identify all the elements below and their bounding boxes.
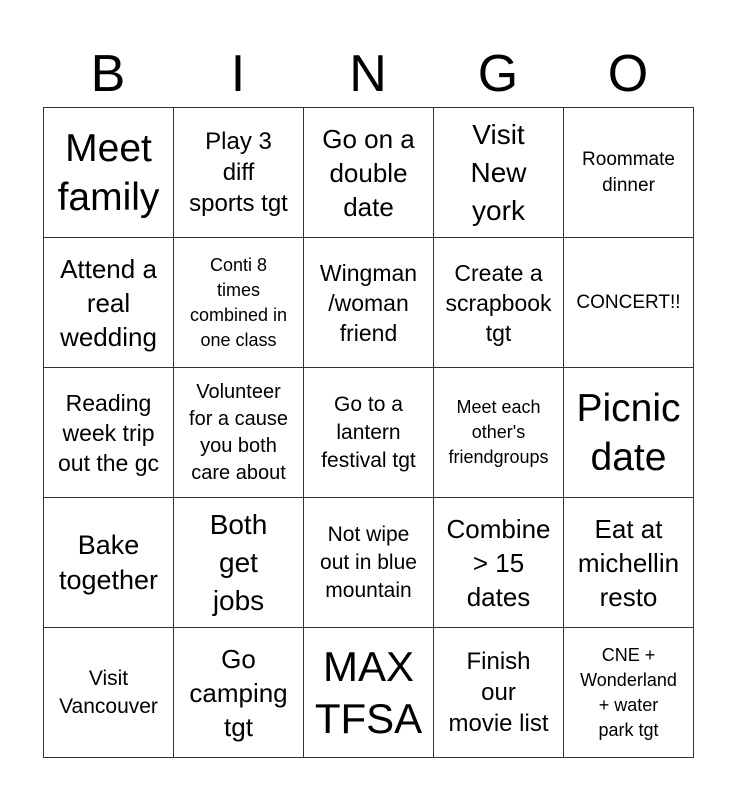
bingo-cell[interactable]: Wingman /woman friend bbox=[304, 238, 434, 368]
header-letter-b: B bbox=[90, 45, 126, 103]
board-row bbox=[44, 628, 694, 758]
bingo-cell[interactable]: Meet family bbox=[44, 108, 174, 238]
board-row bbox=[44, 498, 694, 628]
board-row bbox=[44, 238, 694, 368]
bingo-header bbox=[43, 40, 693, 108]
bingo-cell[interactable]: Combine > 15 dates bbox=[434, 498, 564, 628]
bingo-cell[interactable]: Go to a lantern festival tgt bbox=[304, 368, 434, 498]
bingo-cell[interactable]: Meet each other's friendgroups bbox=[434, 368, 564, 498]
bingo-cell[interactable]: Go on a double date bbox=[304, 108, 434, 238]
bingo-cell[interactable]: Volunteer for a cause you both care about bbox=[174, 368, 304, 498]
bingo-cell[interactable]: Not wipe out in blue mountain bbox=[304, 498, 434, 628]
bingo-cell[interactable]: Create a scrapbook tgt bbox=[434, 238, 564, 368]
bingo-cell[interactable]: Picnic date bbox=[564, 368, 694, 498]
header-letter-n: N bbox=[349, 45, 387, 103]
bingo-cell[interactable]: Play 3 diff sports tgt bbox=[174, 108, 304, 238]
bingo-cell[interactable]: Eat at michellin resto bbox=[564, 498, 694, 628]
bingo-cell[interactable]: Both get jobs bbox=[174, 498, 304, 628]
header-letter-o: O bbox=[607, 45, 649, 103]
bingo-cell[interactable]: CNE + Wonderland + water park tgt bbox=[564, 628, 694, 758]
bingo-cell[interactable]: Finish our movie list bbox=[434, 628, 564, 758]
bingo-cell[interactable]: Visit Vancouver bbox=[44, 628, 174, 758]
bingo-cell[interactable]: Attend a real wedding bbox=[44, 238, 174, 368]
board-row bbox=[44, 108, 694, 238]
header-letter-i: I bbox=[230, 45, 246, 103]
bingo-cell[interactable]: Conti 8 times combined in one class bbox=[174, 238, 304, 368]
board-row bbox=[44, 368, 694, 498]
bingo-cell[interactable]: Roommate dinner bbox=[564, 108, 694, 238]
bingo-cell[interactable]: MAX TFSA bbox=[304, 628, 434, 758]
bingo-cell[interactable]: CONCERT!! bbox=[564, 238, 694, 368]
bingo-cell[interactable]: Bake together bbox=[44, 498, 174, 628]
bingo-cell[interactable]: Reading week trip out the gc bbox=[44, 368, 174, 498]
bingo-cell[interactable]: Go camping tgt bbox=[174, 628, 304, 758]
bingo-cell[interactable]: Visit New york bbox=[434, 108, 564, 238]
bingo-board bbox=[43, 107, 694, 758]
header-letter-g: G bbox=[477, 45, 519, 103]
